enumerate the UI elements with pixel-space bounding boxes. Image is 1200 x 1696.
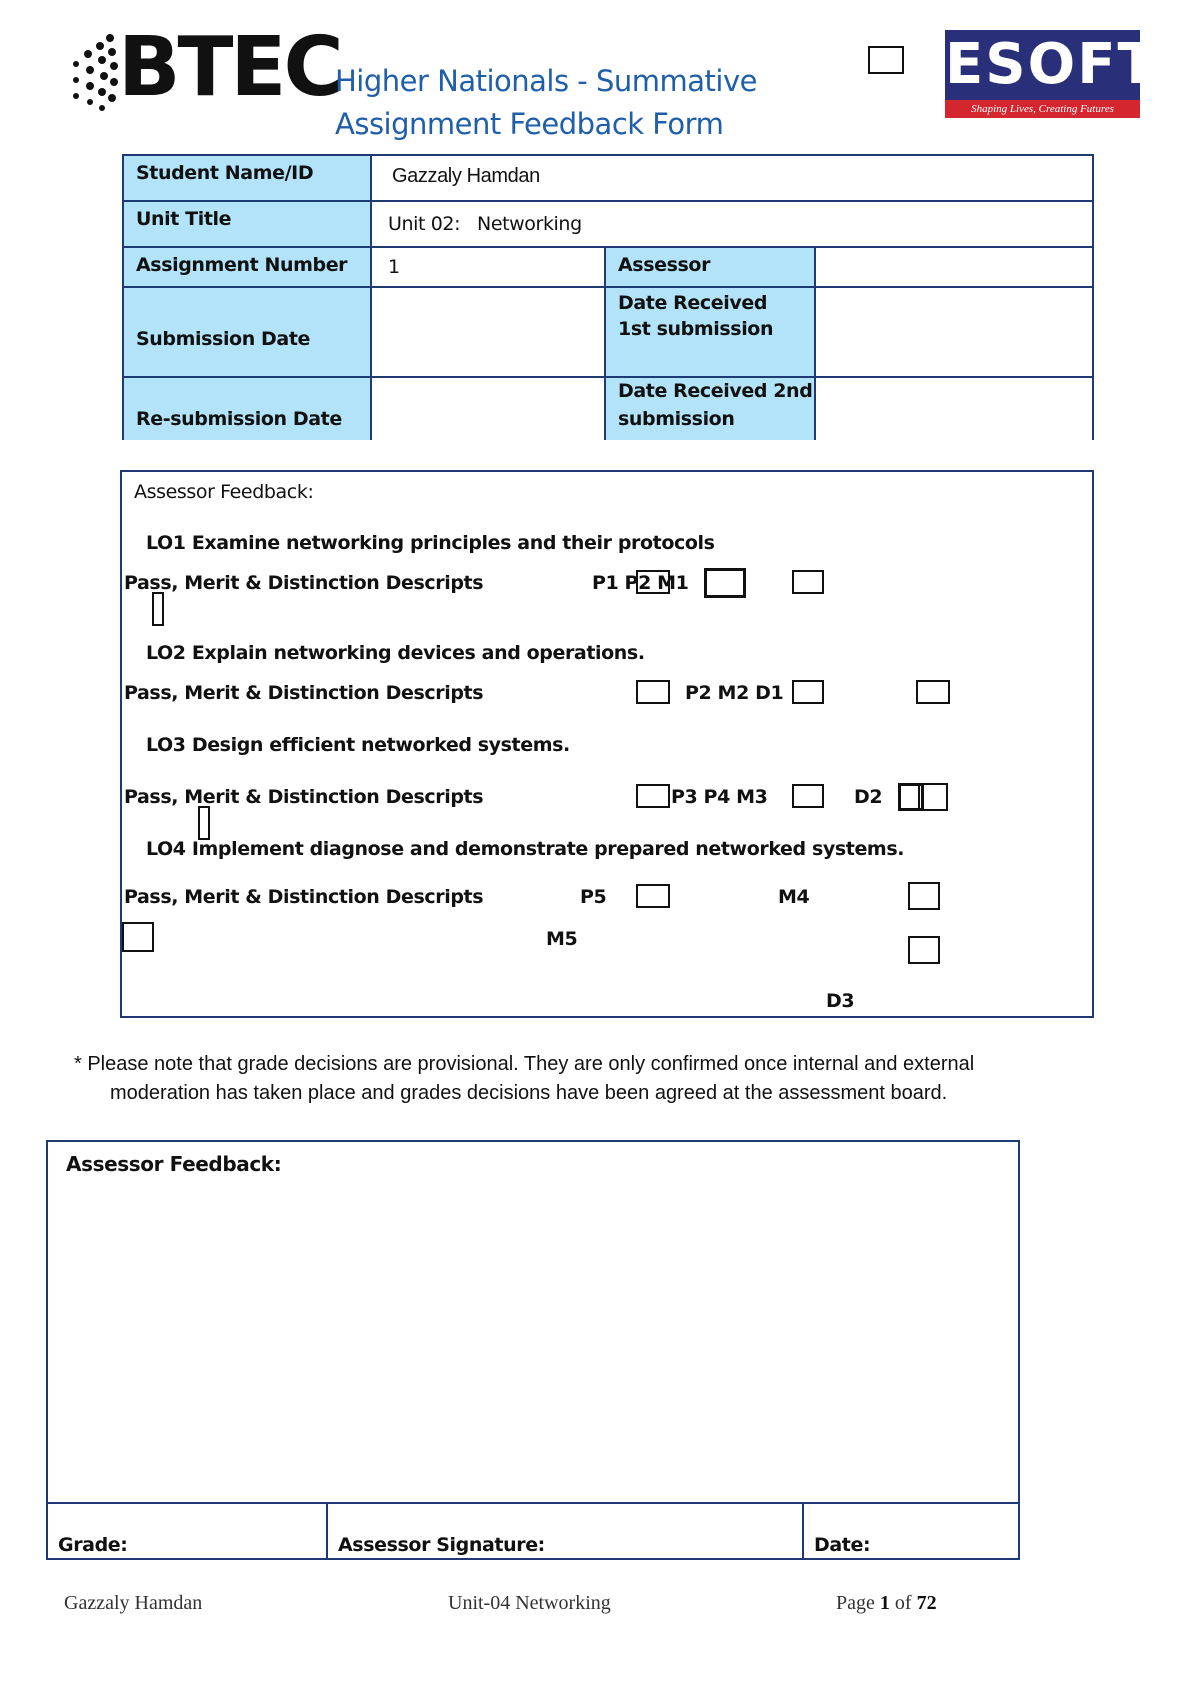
unit-title-cell[interactable] [372,202,1092,248]
submission-date-cell[interactable] [372,288,606,378]
esoft-logo-text: ESOFT [945,32,1158,97]
lo1-codes: P1 P2 M1 [592,572,689,594]
lo3-d2-label: D2 [854,786,883,808]
assignment-number-value: 1 [388,256,400,278]
student-name-label-cell [124,156,372,202]
page-current: 1 [879,1592,890,1614]
lo3-p4-checkbox[interactable] [636,784,670,808]
lo4-title: LO4 Implement diagnose and demonstrate prepared networked systems. [146,838,905,860]
lo3-d2-checkbox-2[interactable] [918,783,948,811]
page-prefix: Page [836,1592,875,1614]
lo1-m1-checkbox[interactable] [704,568,746,598]
form-title-line1: Higher Nationals - Summative [335,64,757,98]
lo2-title: LO2 Explain networking devices and operations. [146,642,645,664]
lo2-d1-checkbox[interactable] [916,680,950,704]
esoft-logo [945,30,1158,118]
provisional-note-line2: moderation has taken place and grades decisions have been agreed at the assessment board. [110,1082,948,1104]
lo1-p2-checkbox[interactable] [636,570,670,594]
resubmission-date-label: Re-submission Date [136,408,342,430]
assignment-number-label-cell [124,248,372,288]
lo2-p2-checkbox[interactable] [636,680,670,704]
form-title-line2: Assignment Feedback Form [335,107,724,141]
date-received-1-label-cell [606,288,816,378]
btec-logo [70,20,341,118]
feedback2-title: Assessor Feedback: [66,1152,282,1176]
lo4-p5-checkbox[interactable] [636,884,670,908]
feedback-title: Assessor Feedback: [134,481,314,503]
grade-label: Grade: [58,1534,128,1556]
submission-date-label-cell [124,288,372,378]
unit-title-value: Unit 02: Networking [388,213,582,235]
lo4-m5-label: M5 [546,928,578,950]
date-received-1-label-line2: 1st submission [618,318,774,340]
date-received-1-label-line1: Date Received [618,292,768,314]
assignment-number-label: Assignment Number [136,254,348,276]
lo4-p5-label: P5 [580,886,607,908]
lo1-d-checkbox[interactable] [792,570,824,594]
footer-author: Gazzaly Hamdan [64,1592,203,1614]
date-received-2-label-cell [606,378,816,440]
lo4-descripts-label: Pass, Merit & Distinction Descripts [124,886,484,908]
signature-divider [802,1502,804,1560]
assessor-feedback-criteria-box [120,470,1094,1018]
date-label: Date: [814,1534,871,1556]
date-received-2-label-line1: Date Received 2nd [618,380,813,402]
lo2-descripts-label: Pass, Merit & Distinction Descripts [124,682,484,704]
grade-divider [326,1502,328,1560]
lo4-m4-checkbox[interactable] [908,882,940,910]
lo4-left-checkbox[interactable] [122,922,154,952]
feedback-divider [48,1502,1018,1504]
btec-logo-text: BTEC [118,20,341,115]
lo3-p3-checkbox[interactable] [198,806,210,840]
provisional-note-line1: * Please note that grade decisions are provisional. They are only confirmed once internal and external [74,1053,975,1075]
header-checkbox[interactable] [868,46,904,74]
footer-unit: Unit-04 Networking [448,1592,611,1614]
student-name-value: Gazzaly Hamdan [392,165,540,187]
lo1-title: LO1 Examine networking principles and their protocols [146,532,715,554]
date-received-2-label-line2: submission [618,408,735,430]
lo2-codes: P2 M2 D1 [685,682,784,704]
assessor-label: Assessor [618,254,711,276]
resubmission-date-cell[interactable] [372,378,606,440]
lo1-descripts-label: Pass, Merit & Distinction Descripts [124,572,484,594]
provisional-note [74,1050,1134,1108]
esoft-tagline: Shaping Lives, Creating Futures [945,100,1140,118]
form-title [335,60,757,146]
assessor-cell[interactable] [816,248,1092,288]
page-of: of [894,1592,912,1614]
lo3-m3-checkbox[interactable] [792,784,824,808]
student-name-cell[interactable] [372,156,1092,202]
date-received-1-cell[interactable] [816,288,1092,378]
assessor-signature-label: Assessor Signature: [338,1534,545,1556]
assessor-label-cell [606,248,816,288]
unit-title-label: Unit Title [136,208,232,230]
footer-page-number [836,1592,937,1615]
student-info-table [122,154,1094,440]
resubmission-date-label-cell [124,378,372,440]
lo2-m2-checkbox[interactable] [792,680,824,704]
lo1-p1-checkbox[interactable] [152,592,164,626]
assessor-feedback-box [46,1140,1020,1560]
submission-date-label: Submission Date [136,328,311,350]
lo4-d3-label: D3 [826,990,855,1012]
lo4-m5-checkbox[interactable] [908,936,940,964]
lo4-m4-label: M4 [778,886,810,908]
lo3-codes: P3 P4 M3 [671,786,768,808]
lo3-title: LO3 Design efficient networked systems. [146,734,570,756]
feedback-text-area[interactable] [48,1188,1018,1502]
assignment-number-cell[interactable] [372,248,606,288]
btec-dots-icon [70,32,120,112]
page-total: 72 [916,1592,937,1614]
unit-title-label-cell [124,202,372,248]
lo3-descripts-label: Pass, Merit & Distinction Descripts [124,786,484,808]
date-received-2-cell[interactable] [816,378,1092,440]
student-name-label: Student Name/ID [136,162,314,184]
